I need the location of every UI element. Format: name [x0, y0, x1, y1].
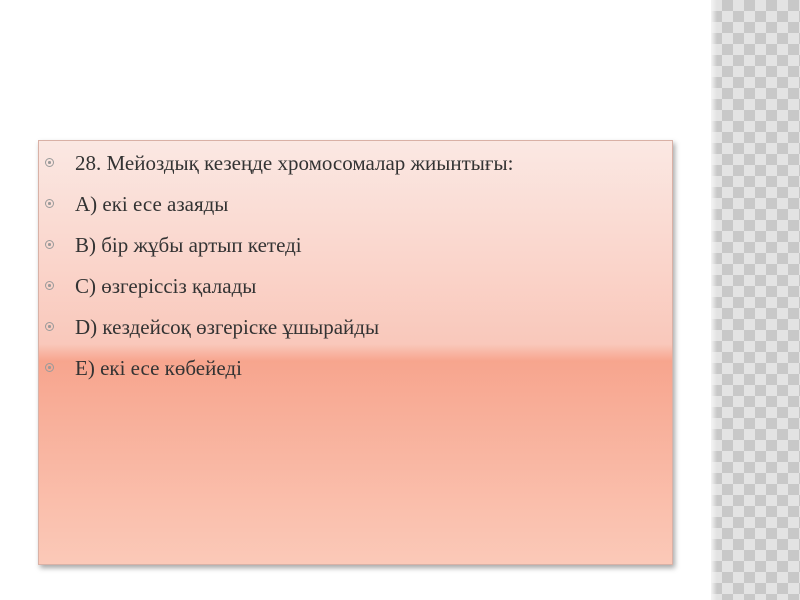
question-text [39, 149, 672, 178]
question-label: 28. Мейоздық кезеңде хромосомалар жиынтығы: [75, 151, 514, 175]
answer-option-label: А) екі есе азаяды [75, 192, 229, 216]
bullet-icon [45, 363, 54, 372]
answer-option-d [39, 313, 672, 342]
answer-option-b [39, 231, 672, 260]
bullet-icon [45, 281, 54, 290]
answer-option-a [39, 190, 672, 219]
answer-option-label: В) бір жұбы артып кетеді [75, 233, 302, 257]
answer-option-label: С) өзгеріссіз қалады [75, 274, 257, 298]
answer-option-c [39, 272, 672, 301]
bullet-icon [45, 322, 54, 331]
decorative-side-pattern [711, 0, 800, 600]
bullet-icon [45, 199, 54, 208]
bullet-list [39, 141, 672, 383]
answer-option-label: D) кездейсоқ өзгеріске ұшырайды [75, 315, 380, 339]
question-content-box [38, 140, 673, 565]
bullet-icon [45, 240, 54, 249]
answer-option-e [39, 354, 672, 383]
answer-option-label: Е) екі есе көбейеді [75, 356, 242, 380]
bullet-icon [45, 158, 54, 167]
